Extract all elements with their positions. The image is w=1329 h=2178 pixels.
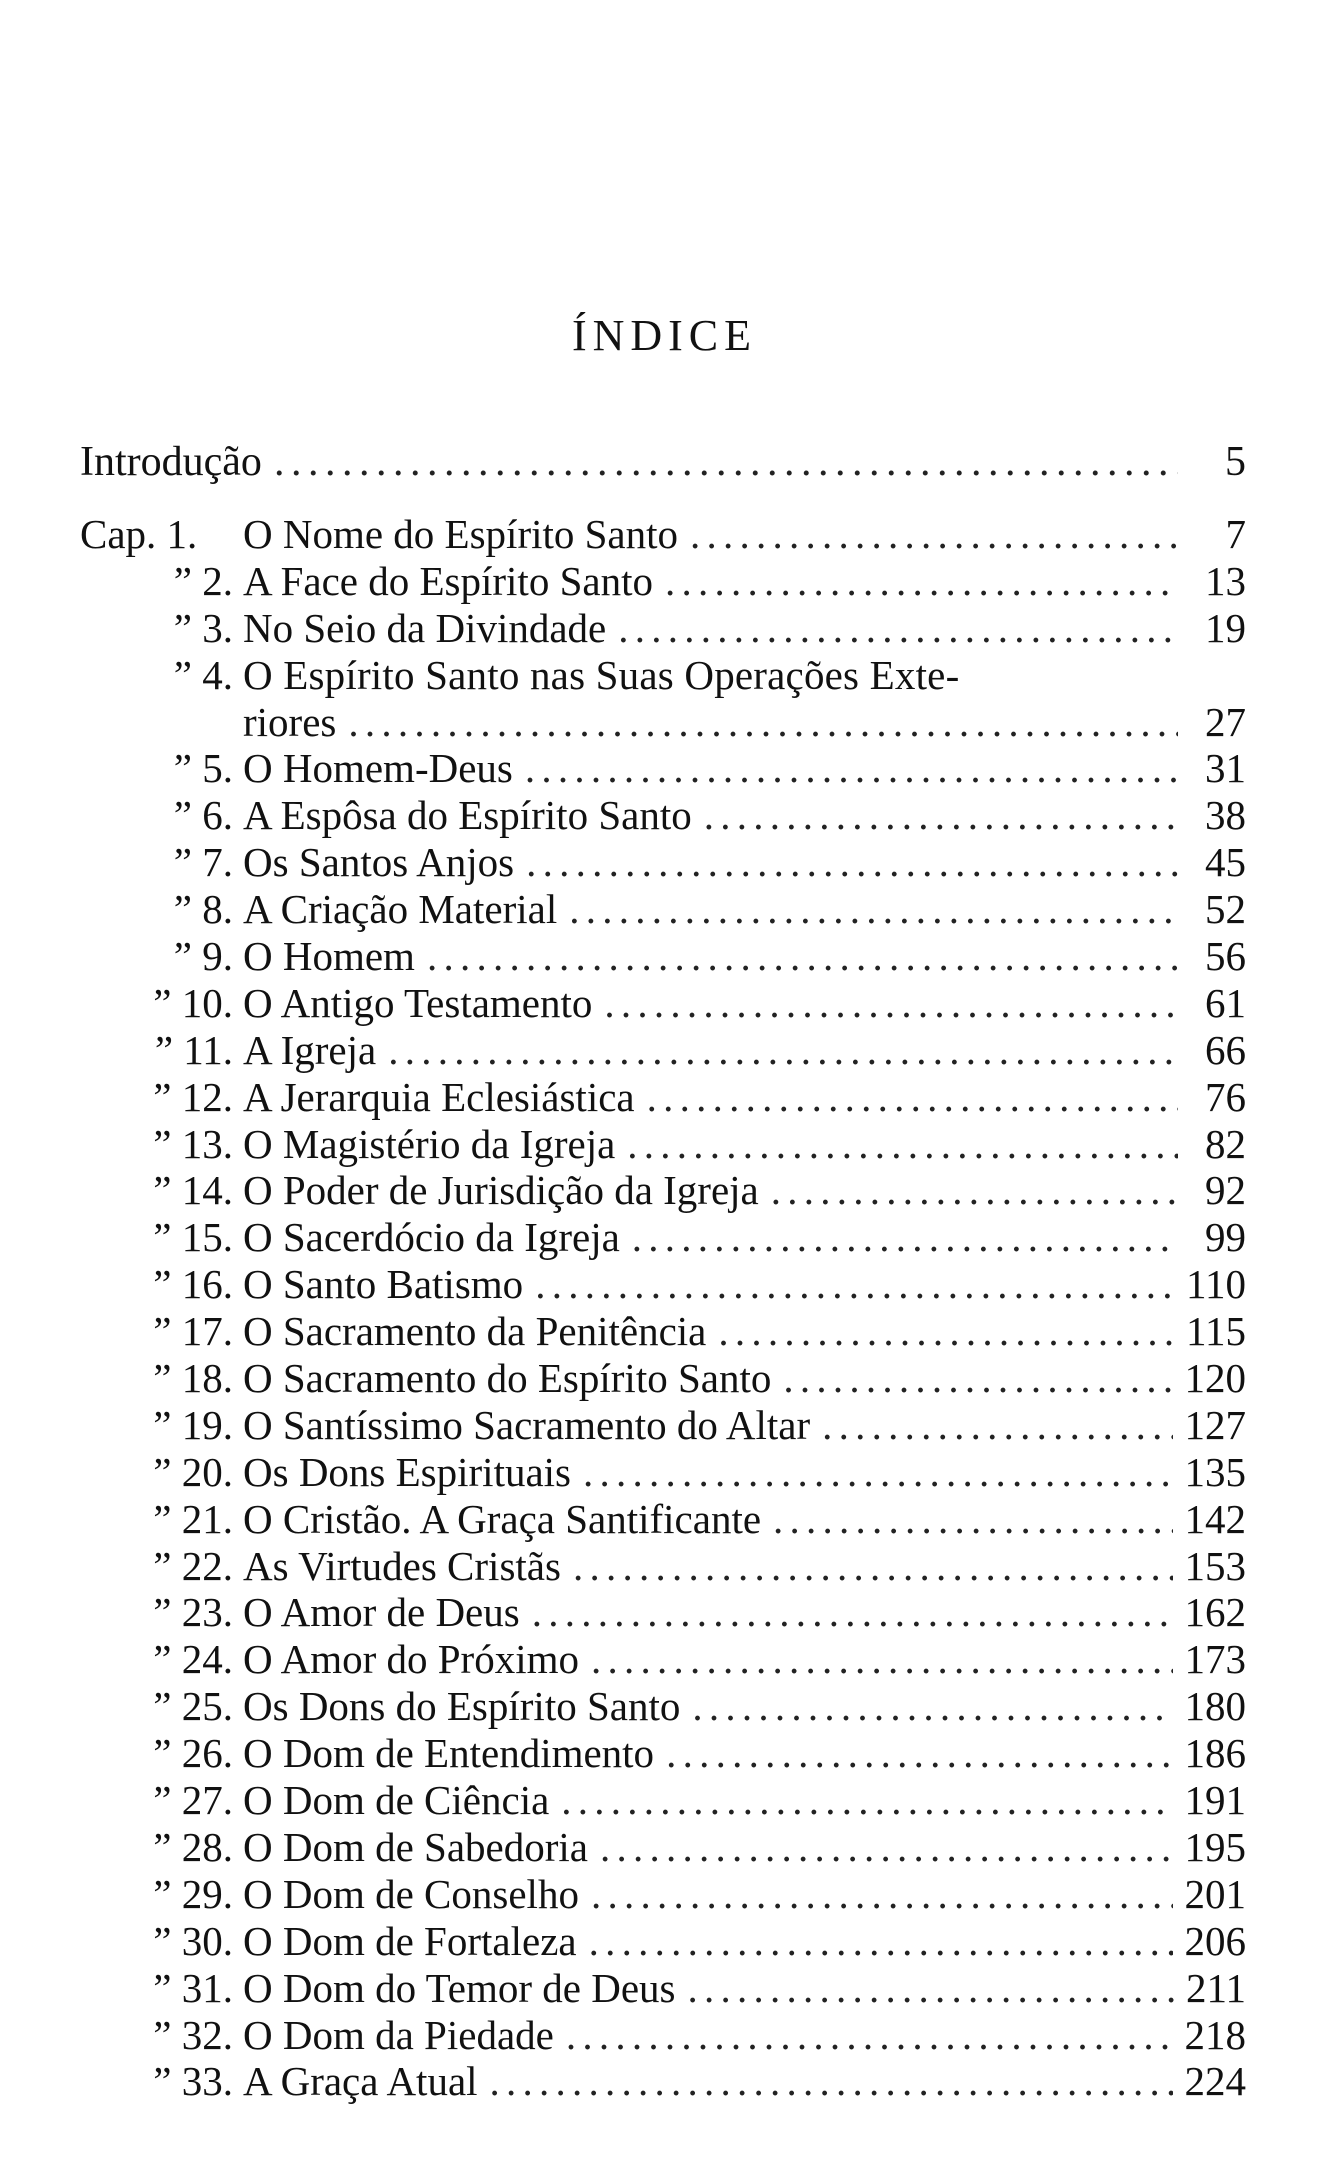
entry-title: A Igreja — [243, 1026, 377, 1073]
toc-entry-chapter-4[interactable] — [80, 652, 1246, 699]
toc-entry-chapter-26[interactable] — [80, 1730, 1246, 1777]
toc-entry-chapter-5[interactable] — [80, 745, 1246, 792]
dot-leader — [688, 1965, 1175, 2012]
toc-entry-continuation[interactable] — [80, 699, 1246, 746]
dot-leader — [274, 434, 1178, 490]
entry-page-number: 31 — [1205, 745, 1246, 792]
dot-leader — [666, 1730, 1172, 1777]
chapter-number: ” 21. — [153, 1495, 233, 1542]
entry-title: O Antigo Testamento — [243, 979, 593, 1026]
entry-page-number: 186 — [1184, 1730, 1246, 1777]
entry-title-continuation: riores — [243, 698, 337, 745]
entry-title: A Graça Atual — [243, 2058, 478, 2105]
toc-entry-chapter-19[interactable] — [80, 1402, 1246, 1449]
dot-leader — [348, 699, 1178, 746]
toc-entry-chapter-18[interactable] — [80, 1355, 1246, 1402]
toc-entry-chapter-27[interactable] — [80, 1777, 1246, 1824]
chapter-number: ” 2. — [173, 557, 233, 604]
dot-leader — [535, 1261, 1174, 1308]
entry-page-number: 7 — [1225, 511, 1246, 557]
toc-entry-chapter-16[interactable] — [80, 1261, 1246, 1308]
chapter-number: ” 13. — [153, 1120, 233, 1167]
toc-entry-chapter-21[interactable] — [80, 1496, 1246, 1543]
entry-title: O Dom de Sabedoria — [243, 1823, 588, 1870]
chapter-number: ” 27. — [153, 1777, 233, 1824]
entry-page-number: 211 — [1186, 1964, 1246, 2011]
chapter-number: ” 20. — [153, 1448, 233, 1495]
entry-page-number: 218 — [1184, 2011, 1246, 2058]
entry-page-number: 120 — [1184, 1355, 1246, 1402]
chapter-number: ” 17. — [153, 1308, 233, 1355]
dot-leader — [822, 1402, 1172, 1449]
entry-title: O Santíssimo Sacramento do Altar — [243, 1401, 811, 1448]
dot-leader — [632, 1214, 1178, 1261]
entry-page-number: 92 — [1205, 1167, 1246, 1214]
entry-page-number: 224 — [1184, 2058, 1246, 2105]
toc-entry-chapter-25[interactable] — [80, 1683, 1246, 1730]
chapter-number: ” 29. — [153, 1870, 233, 1917]
chapter-number: ” 5. — [173, 745, 233, 792]
entry-page-number: 206 — [1184, 1917, 1246, 1964]
toc-entry-chapter-3[interactable] — [80, 605, 1246, 652]
entry-title: O Nome do Espírito Santo — [243, 511, 679, 557]
chapter-number: ” 24. — [153, 1636, 233, 1683]
entry-title: O Espírito Santo nas Suas Operações Exte- — [243, 651, 960, 698]
entry-page-number: 195 — [1184, 1823, 1246, 1870]
entry-title: O Dom de Fortaleza — [243, 1917, 577, 1964]
entry-title: O Homem — [243, 933, 415, 980]
chapter-number: ” 26. — [153, 1730, 233, 1777]
toc-entry-chapter-9[interactable] — [80, 933, 1246, 980]
dot-leader — [647, 1074, 1178, 1121]
entry-page-number: 201 — [1184, 1870, 1246, 1917]
dot-leader — [690, 511, 1178, 558]
chapter-number: ” 32. — [153, 2011, 233, 2058]
chapter-number: ” 28. — [153, 1823, 233, 1870]
toc-entry-chapter-11[interactable] — [80, 1027, 1246, 1074]
entry-page-number: 61 — [1205, 979, 1246, 1026]
entry-title: O Sacramento do Espírito Santo — [243, 1355, 772, 1402]
entry-page-number: 180 — [1184, 1683, 1246, 1730]
dot-leader — [604, 980, 1178, 1027]
entry-title: As Virtudes Cristãs — [243, 1542, 561, 1589]
entry-page-number: 135 — [1184, 1448, 1246, 1495]
entry-title: O Dom do Temor de Deus — [243, 1964, 676, 2011]
chapter-number: ” 25. — [153, 1683, 233, 1730]
entry-page-number: 38 — [1205, 792, 1246, 839]
toc-entry-chapter-22[interactable] — [80, 1543, 1246, 1590]
entry-title: A Face do Espírito Santo — [243, 557, 653, 604]
toc-entry-chapter-24[interactable] — [80, 1636, 1246, 1683]
entry-title: O Poder de Jurisdição da Igreja — [243, 1167, 759, 1214]
entry-title: O Sacramento da Penitência — [243, 1308, 707, 1355]
chapter-number: ” 6. — [173, 792, 233, 839]
chapter-number: ” 18. — [153, 1355, 233, 1402]
chapter-number: ” 3. — [173, 604, 233, 651]
entry-page-number: 115 — [1186, 1308, 1246, 1355]
entry-page-number: 13 — [1205, 557, 1246, 604]
entry-page-number: 127 — [1184, 1401, 1246, 1448]
dot-leader — [490, 2058, 1173, 2105]
entry-title: O Amor do Próximo — [243, 1636, 579, 1683]
entry-page-number: 142 — [1184, 1495, 1246, 1542]
dot-leader — [583, 1449, 1173, 1496]
entry-page-number: 99 — [1205, 1214, 1246, 1261]
dot-leader — [561, 1777, 1172, 1824]
entry-title: O Homem-Deus — [243, 745, 513, 792]
entry-page-number: 5 — [1225, 439, 1246, 485]
dot-leader — [600, 1824, 1173, 1871]
chapter-number: ” 23. — [153, 1589, 233, 1636]
dot-leader — [718, 1308, 1174, 1355]
entry-title: Introdução — [80, 439, 262, 485]
entry-page-number: 52 — [1205, 886, 1246, 933]
toc-entry-chapter-2[interactable] — [80, 558, 1246, 605]
dot-leader — [591, 1636, 1173, 1683]
toc-entry-chapter-1[interactable] — [80, 511, 1246, 558]
entry-page-number: 56 — [1205, 933, 1246, 980]
entry-title: O Cristão. A Graça Santificante — [243, 1495, 762, 1542]
entry-title: O Amor de Deus — [243, 1589, 520, 1636]
entry-title: O Dom de Conselho — [243, 1870, 579, 1917]
dot-leader — [566, 2012, 1173, 2059]
entry-page-number: 191 — [1184, 1777, 1246, 1824]
chapter-number: ” 11. — [154, 1026, 233, 1073]
toc-entry-chapter-31[interactable] — [80, 1965, 1246, 2012]
chapter-number: ” 10. — [153, 979, 233, 1026]
toc-entry-chapter-6[interactable] — [80, 792, 1246, 839]
chapter-number: ” 9. — [173, 933, 233, 980]
toc-entry-chapter-23[interactable] — [80, 1589, 1246, 1636]
chapter-number: ” 22. — [153, 1542, 233, 1589]
entry-page-number: 153 — [1184, 1542, 1246, 1589]
dot-leader — [525, 745, 1178, 792]
chapter-number: ” 30. — [153, 1917, 233, 1964]
dot-leader — [773, 1496, 1172, 1543]
table-of-contents — [80, 511, 1246, 2105]
toc-entry-chapter-17[interactable] — [80, 1308, 1246, 1355]
dot-leader — [569, 886, 1178, 933]
dot-leader — [427, 933, 1178, 980]
entry-page-number: 66 — [1205, 1026, 1246, 1073]
toc-entry-chapter-32[interactable] — [80, 2012, 1246, 2059]
entry-title: A Jerarquia Eclesiástica — [243, 1073, 635, 1120]
entry-page-number: 19 — [1205, 604, 1246, 651]
chapter-number: ” 15. — [153, 1214, 233, 1261]
entry-title: O Sacerdócio da Igreja — [243, 1214, 620, 1261]
chapter-number: Cap. 1. — [80, 511, 198, 557]
toc-entry-chapter-29[interactable] — [80, 1871, 1246, 1918]
dot-leader — [783, 1355, 1172, 1402]
entry-title: O Dom de Ciência — [243, 1777, 550, 1824]
entry-page-number: 82 — [1205, 1120, 1246, 1167]
chapter-number: ” 7. — [173, 839, 233, 886]
entry-page-number: 173 — [1184, 1636, 1246, 1683]
toc-entry-chapter-12[interactable] — [80, 1074, 1246, 1121]
toc-entry-chapter-20[interactable] — [80, 1449, 1246, 1496]
entry-title: Os Dons do Espírito Santo — [243, 1683, 681, 1730]
toc-entry-chapter-33[interactable] — [80, 2058, 1246, 2105]
dot-leader — [591, 1871, 1173, 1918]
toc-entry-chapter-15[interactable] — [80, 1214, 1246, 1261]
entry-title: O Magistério da Igreja — [243, 1120, 616, 1167]
entry-title: Os Santos Anjos — [243, 839, 515, 886]
entry-page-number: 45 — [1205, 839, 1246, 886]
entry-page-number: 110 — [1186, 1261, 1246, 1308]
chapter-number: ” 16. — [153, 1261, 233, 1308]
chapter-number: ” 4. — [173, 651, 233, 698]
entry-page-number: 27 — [1205, 698, 1246, 745]
entry-title: A Criação Material — [243, 886, 558, 933]
entry-title: A Espôsa do Espírito Santo — [243, 792, 692, 839]
dot-leader — [618, 605, 1178, 652]
dot-leader — [627, 1121, 1178, 1168]
toc-entry-introduction[interactable] — [80, 434, 1246, 490]
toc-entry-chapter-28[interactable] — [80, 1824, 1246, 1871]
dot-leader — [532, 1589, 1173, 1636]
chapter-number: ” 8. — [173, 886, 233, 933]
chapter-number: ” 33. — [153, 2058, 233, 2105]
toc-entry-chapter-14[interactable] — [80, 1167, 1246, 1214]
entry-title: Os Dons Espirituais — [243, 1448, 571, 1495]
entry-title: O Dom de Entendimento — [243, 1730, 655, 1777]
entry-page-number: 162 — [1184, 1589, 1246, 1636]
chapter-number: ” 14. — [153, 1167, 233, 1214]
dot-leader — [589, 1918, 1173, 1965]
entry-title: O Santo Batismo — [243, 1261, 524, 1308]
entry-title: O Dom da Piedade — [243, 2011, 554, 2058]
entry-page-number: 76 — [1205, 1073, 1246, 1120]
dot-leader — [526, 839, 1178, 886]
toc-entry-chapter-10[interactable] — [80, 980, 1246, 1027]
dot-leader — [665, 558, 1178, 605]
toc-entry-chapter-8[interactable] — [80, 886, 1246, 933]
dot-leader — [692, 1683, 1172, 1730]
chapter-number: ” 31. — [153, 1964, 233, 2011]
chapter-number: ” 19. — [153, 1401, 233, 1448]
toc-entry-chapter-13[interactable] — [80, 1121, 1246, 1168]
toc-entry-chapter-30[interactable] — [80, 1918, 1246, 1965]
entry-title: No Seio da Divindade — [243, 604, 607, 651]
chapter-number: ” 12. — [153, 1073, 233, 1120]
dot-leader — [573, 1543, 1173, 1590]
page-title: ÍNDICE — [571, 311, 758, 360]
toc-entry-chapter-7[interactable] — [80, 839, 1246, 886]
dot-leader — [771, 1167, 1178, 1214]
dot-leader — [704, 792, 1178, 839]
dot-leader — [388, 1027, 1178, 1074]
